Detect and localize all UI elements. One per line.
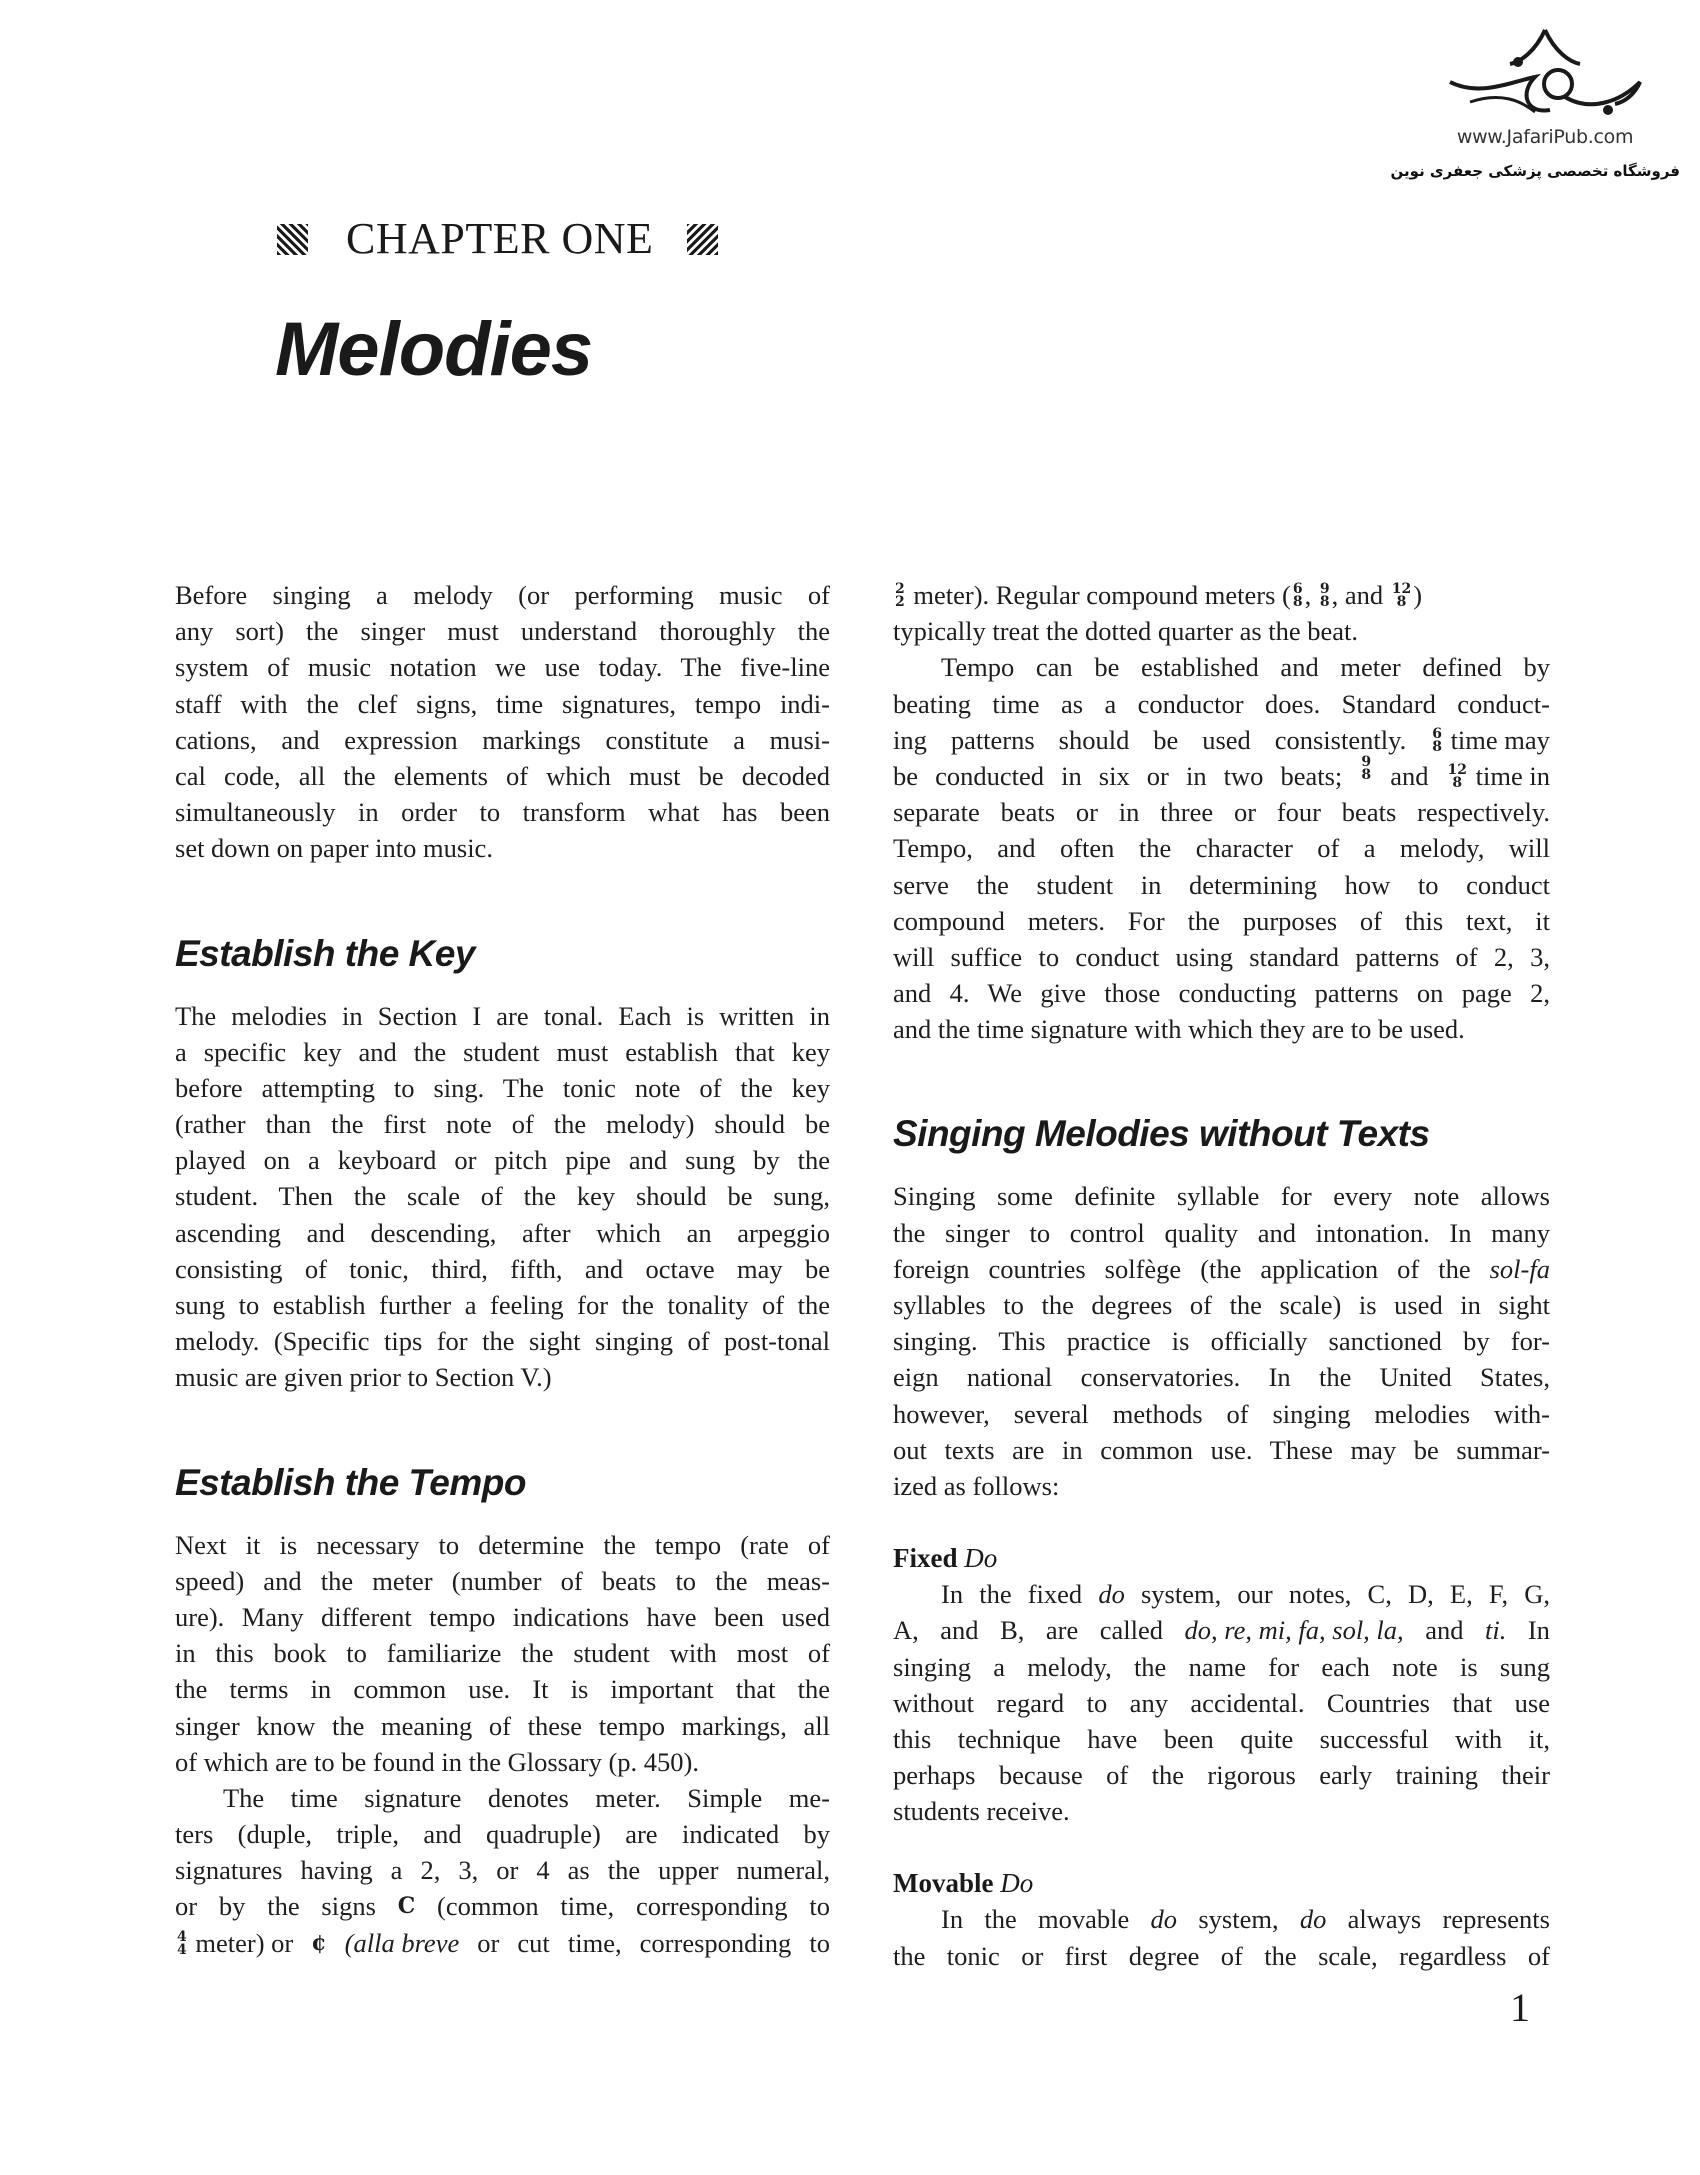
text-line: played on a keyboard or pitch pipe and sung by the [175,1145,830,1176]
text-line: cations, and expression markings constitute a musi- [175,724,830,755]
text-line: students receive. [893,1796,1070,1827]
publisher-url: www.JafariPub.com [1456,126,1634,148]
text-line: compound meters. For the purposes of this text, it [893,905,1550,936]
section-heading-key: Establish the Key [175,932,475,974]
compound-meter-paragraph [893,577,1550,649]
text-line: and 4. We give those conducting patterns on page 2, [893,978,1550,1009]
hatched-square-icon [277,224,308,255]
subheading-movable-do: Movable Do [893,1868,1034,1899]
text-line: singer know the meaning of these tempo markings, all [175,1710,830,1741]
common-time-symbol: C [397,1893,416,1920]
singing-paragraph [893,1178,1550,1504]
text-line: 4 4 meter) or ¢ (alla breve or cut time, corresponding to [175,1925,830,1961]
text-line: set down on paper into music. [175,833,493,864]
chapter-title: Melodies [275,307,593,392]
text-line: 2 2 meter). Regular compound meters ( 6 8 , 9 8 , and 12 8 ) [895,580,1423,610]
text-line: Before singing a melody (or performing music of [175,580,830,610]
time-signature-2-2: 2 2 [895,580,905,610]
text-line: singing. This practice is officially sanctioned by for- [893,1326,1550,1357]
text-line: ized as follows: [893,1470,1060,1501]
key-paragraph [175,998,830,1396]
time-signature-paragraph [175,1780,830,1961]
text-line: a specific key and the student must establish that key [175,1036,830,1067]
text-line: will suffice to conduct using standard patterns of 2, 3, [893,941,1550,972]
cut-time-symbol: ¢ [311,1929,327,1956]
publisher-logo [1390,22,1680,182]
time-signature-6-8: 6 8 [1292,580,1303,610]
text-line: (rather than the first note of the melody) should be [175,1109,830,1140]
text-line: Tempo, and often the character of a melody, will [893,833,1550,864]
text-line: student. Then the scale of the key should be sung, [175,1181,830,1212]
text-line: Next it is necessary to determine the tempo (rate of [175,1529,830,1560]
section-heading-tempo: Establish the Tempo [175,1461,526,1503]
text-line: the terms in common use. It is important that the [175,1674,830,1705]
calligraphy-logo-icon [1440,22,1650,122]
text-line: staff with the clef signs, time signatures, tempo indi- [175,688,830,719]
text-line: the tonic or first degree of the scale, regardless of [893,1940,1550,1971]
text-line: out texts are in common use. These may be summar- [893,1434,1550,1465]
time-signature-6-8: 6 8 [1432,725,1442,755]
subheading-fixed-do: Fixed Do [893,1543,998,1574]
text-line: music are given prior to Section V.) [175,1362,552,1393]
text-line: ure). Many different tempo indications have been used [175,1601,830,1632]
text-line: of which are to be found in the Glossary (p. 450). [175,1746,699,1777]
text-line: melody. (Specific tips for the sight singing of post-tonal [175,1326,830,1357]
tempo-paragraph [175,1527,830,1780]
text-line: beating time as a conductor does. Standard conduct- [893,688,1550,719]
text-line: in this book to familiarize the student with most of [175,1638,830,1669]
text-line: foreign countries solfège (the application of the sol-fa [893,1253,1550,1284]
time-signature-9-8: 9 8 [1319,580,1330,610]
text-line: ters (duple, triple, and quadruple) are indicated by [175,1819,830,1850]
text-line: A, and B, are called do, re, mi, fa, sol, la, and ti. In [893,1615,1550,1646]
text-line: before attempting to sing. The tonic note of the key [175,1072,830,1103]
text-line: system of music notation we use today. The five-line [175,652,830,683]
time-signature-9-8: 9 8 [1361,753,1372,783]
page-number: 1 [1510,1985,1530,2030]
text-line: any sort) the singer must understand thoroughly the [175,616,830,647]
left-column [175,577,830,1961]
text-line: cal code, all the elements of which must be decoded [175,760,830,791]
text-line: separate beats or in three or four beats respectively. [893,797,1550,828]
text-line: serve the student in determining how to conduct [893,869,1550,900]
text-line: singing a melody, the name for each note is sung [893,1651,1550,1682]
text-line: consisting of tonic, third, fifth, and octave may be [175,1253,830,1284]
publisher-tagline: فروشگاه تخصصی پزشکی جعفری نوین [1390,162,1680,180]
text-line: speed) and the meter (number of beats to the meas- [175,1565,830,1596]
time-signature-12-8: 12 8 [1447,761,1468,791]
text-line: ascending and descending, after which an arpeggio [175,1217,830,1248]
text-line: Tempo can be established and meter defined by [941,652,1550,683]
text-line: or by the signs C (common time, corresponding to [175,1888,830,1924]
text-line: The melodies in Section I are tonal. Each is written in [175,1000,830,1031]
conducting-paragraph [893,649,1550,1047]
fixed-do-paragraph [893,1576,1550,1829]
text-line: however, several methods of singing melodies with- [893,1398,1550,1429]
time-signature-4-4: 4 4 [177,1928,187,1958]
text-line: In the movable do system, do always represents [941,1904,1550,1935]
text-line: sung to establish further a feeling for the tonality of the [175,1290,830,1320]
text-line: Singing some definite syllable for every note allows [893,1181,1550,1212]
text-line: be conducted in six or in two beats; 9 8 and 12 8 time in [893,753,1550,791]
text-line: syllables to the degrees of the scale) is used in sight [893,1290,1550,1320]
text-line: signatures having a 2, 3, or 4 as the upper numeral, [175,1855,830,1886]
time-signature-12-8: 12 8 [1391,580,1412,610]
text-line: The time signature denotes meter. Simple me- [223,1782,830,1813]
text-line: typically treat the dotted quarter as the beat. [893,616,1359,647]
text-line: eign national conservatories. In the United States, [893,1362,1550,1393]
text-line: perhaps because of the rigorous early training their [893,1760,1550,1791]
right-column [893,577,1550,1974]
chapter-header [277,214,718,264]
movable-do-paragraph [893,1901,1550,1973]
chapter-label: CHAPTER ONE [346,214,654,263]
intro-paragraph [175,577,830,867]
text-line: and the time signature with which they are to be used. [893,1014,1465,1045]
text-line: the singer to control quality and intonation. In many [893,1217,1550,1248]
text-line: ing patterns should be used consistently. 6 8 time may [893,724,1550,755]
section-heading-singing: Singing Melodies without Texts [893,1113,1430,1155]
text-line: without regard to any accidental. Countries that use [893,1687,1550,1718]
text-line: In the fixed do system, our notes, C, D, E, F, G, [941,1579,1550,1610]
text-line: simultaneously in order to transform what has been [175,797,830,828]
hatched-square-icon [687,224,718,255]
text-line: this technique have been quite successful with it, [893,1723,1550,1754]
